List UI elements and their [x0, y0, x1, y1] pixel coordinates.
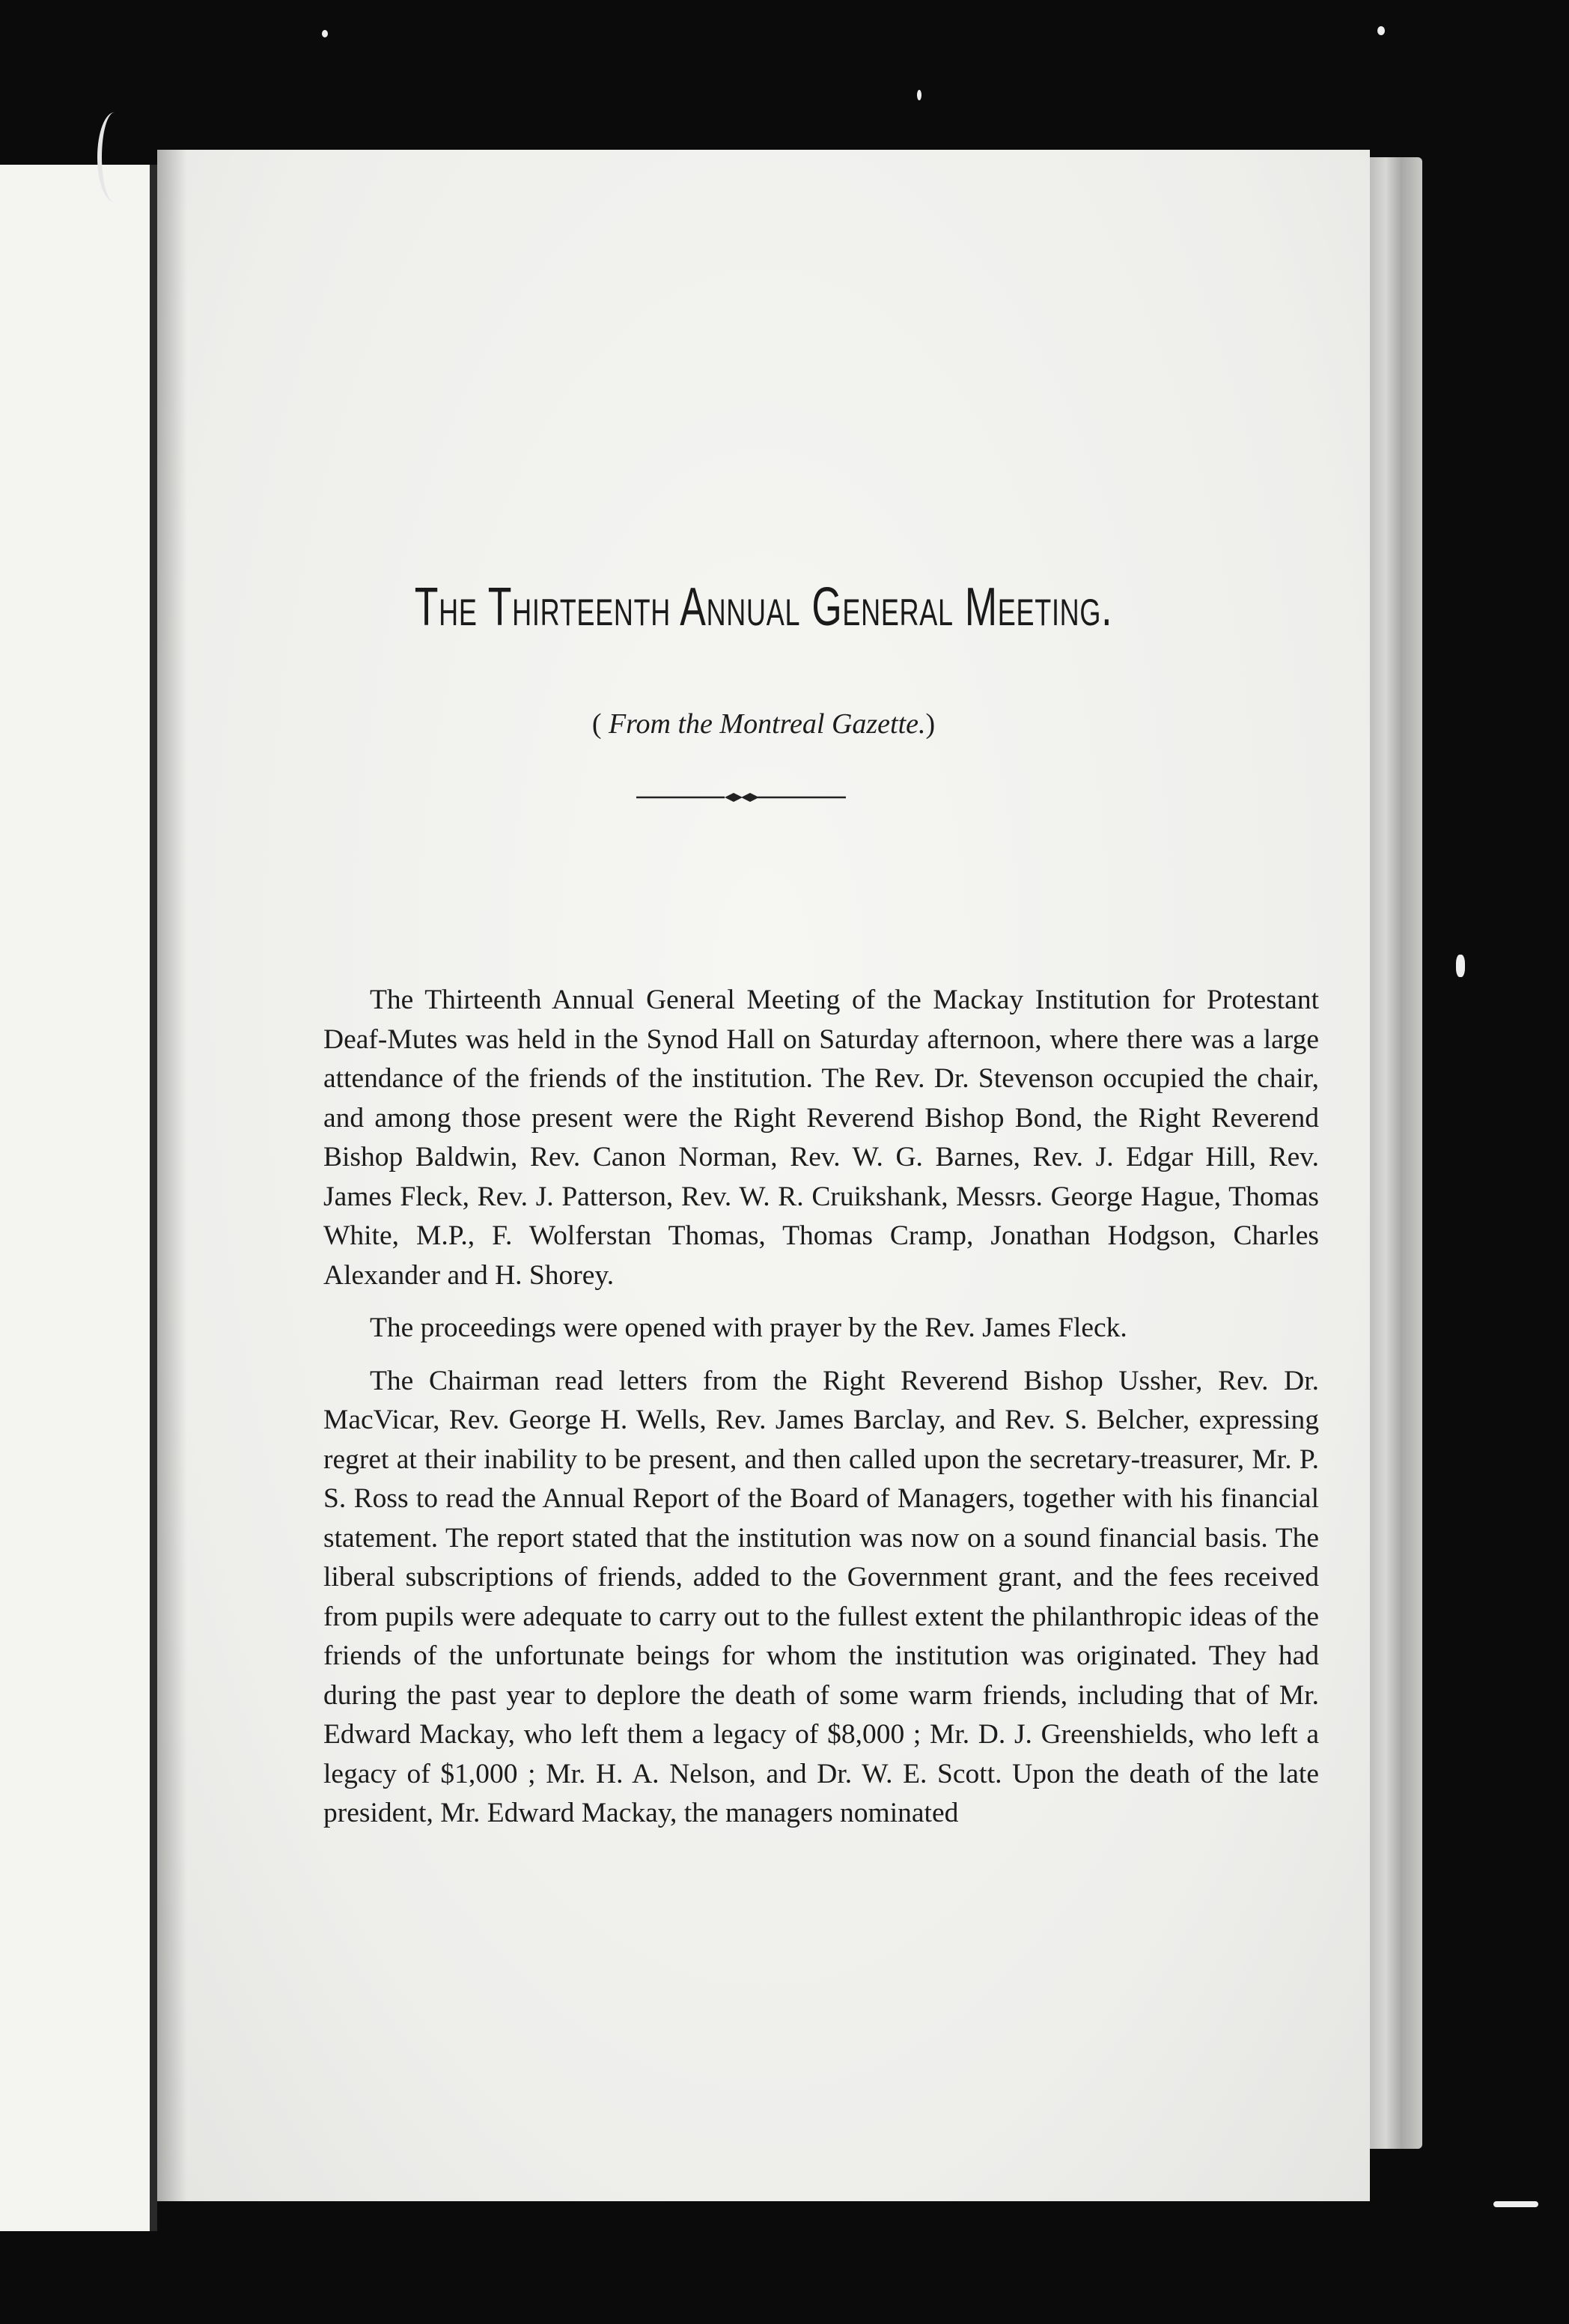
paragraph-1: The Thirteenth Annual General Meeting of the Mackay Institution for Protestant Deaf-Mutes was held in the Synod Hall on Saturday afternoon, where there was a large attendance of the friends of the institution. The Rev. Dr. Stevenson occupied the chair, and among those present were the Right Reverend Bishop Bond, the Right Reverend Bishop Baldwin, Rev. Canon Norman, Rev. W. G. Barnes, Rev. J. Edgar Hill, Rev. James Fleck, Rev. J. Patterson, Rev. W. R. Cruikshank, Messrs. George Hague, Thomas White, M.P., F. Wolferstan Thomas, Thomas Cramp, Jonathan Hodgson, Charles Alexander and H. Shorey.: [323, 985, 1319, 1291]
dust-speck: [1377, 26, 1385, 35]
dust-speck: [1493, 2201, 1538, 2207]
article-body: [323, 981, 1319, 1847]
source-title: From the Montreal Gazette.: [608, 708, 926, 740]
article-heading: The Thirteenth Annual General Meeting.: [414, 577, 1113, 637]
facing-page: [0, 165, 157, 2231]
divider-ornament: [636, 790, 846, 805]
source-open: (: [591, 708, 609, 740]
dust-speck: [917, 90, 921, 100]
dust-speck: [322, 30, 328, 37]
paragraph-2: The proceedings were opened with prayer by the Rev. James Fleck.: [370, 1312, 1127, 1343]
page-block-edge: [1370, 157, 1422, 2149]
paragraph-3: The Chairman read letters from the Right Reverend Bishop Ussher, Rev. Dr. MacVicar, Rev. George H. Wells, Rev. James Barclay, and Rev. S. Belcher, expressing regret at their inability to be present, and then called upon the secretary-treasurer, Mr. P. S. Ross to read the Annual Report of the Board of Managers, together with his financial statement. The report stated that the institution was now on a sound financial basis. The liberal subscriptions of friends, added to the Government grant, and the fees received from pupils were adequate to carry out to the fullest extent the philanthropic ideas of the friends of the unfortunate beings for whom the institution was originated. They had during the past year to deplore the death of some warm friends, including that of Mr. Edward Mackay, who left them a legacy of $8,000 ; Mr. D. J. Greenshields, who left a legacy of $1,000 ; Mr. H. A. Nelson, and Dr. W. E. Scott. Upon the death of the late president, Mr. Edward Mackay, the managers nominated: [323, 1365, 1319, 1828]
page-curl: [97, 112, 132, 202]
dust-speck: [1456, 955, 1465, 977]
source-close: ): [925, 708, 936, 740]
gutter-shadow: [157, 150, 187, 2201]
book-page: [157, 150, 1370, 2201]
source-line: [157, 708, 1370, 740]
